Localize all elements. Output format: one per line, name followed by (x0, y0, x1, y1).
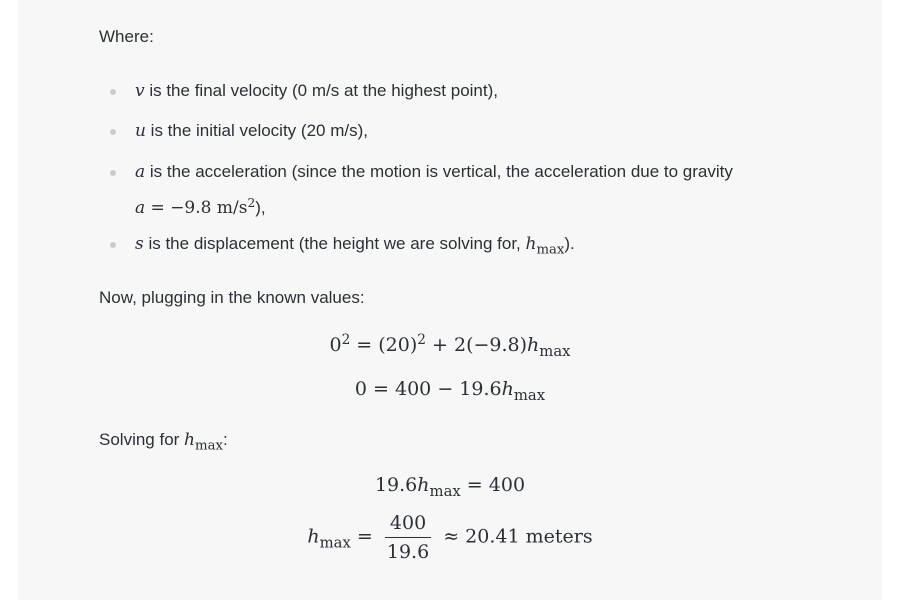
intro-text: Where: (99, 27, 154, 46)
formula-value: = −9.8 m/s (145, 198, 248, 219)
eq2-h-sub: max (513, 387, 546, 405)
gravity-formula (135, 192, 266, 219)
equation-4 (0, 512, 900, 563)
eq2-h: h (501, 378, 514, 400)
equation-2 (0, 378, 900, 404)
bullet-dot-icon (110, 242, 116, 248)
bullet-tail: ). (564, 234, 575, 253)
eq4-h-sub: max (319, 534, 351, 552)
symbol-v: v (135, 81, 145, 101)
bullet-text: is the final velocity (0 m/s at the highest point), (144, 81, 498, 100)
solve-h: h (184, 430, 195, 450)
formula-a: a (135, 198, 146, 219)
eq1-exp-a: 2 (341, 332, 351, 348)
eq3-rhs: = 400 (460, 474, 526, 496)
eq4-equals: = (350, 525, 379, 548)
eq4-result: ≈ 20.41 meters (437, 525, 593, 548)
eq1-exp-b: 2 (417, 332, 426, 348)
eq4-h: h (307, 525, 320, 548)
eq1-h-sub: max (539, 343, 571, 360)
eq2-main: 0 = 400 − 19.6 (354, 378, 502, 400)
symbol-s: s (135, 234, 144, 254)
eq3-h-sub: max (429, 483, 461, 501)
bullet-dot-icon (110, 89, 116, 95)
bullet-dot-icon (110, 170, 116, 176)
list-item (135, 120, 368, 142)
formula-tail: ), (255, 198, 266, 218)
eq3-coef: 19.6 (374, 474, 418, 496)
bullet-dot-icon (110, 129, 116, 135)
list-item (135, 80, 498, 102)
symbol-u: u (135, 121, 146, 141)
solve-h-sub: max (195, 438, 223, 454)
eq4-fraction (385, 512, 431, 563)
eq1-mid: = (20) (350, 333, 418, 356)
eq1-zero: 0 (329, 333, 342, 356)
h-subscript: max (536, 242, 565, 258)
solve-colon: : (222, 430, 228, 449)
eq3-h: h (417, 474, 430, 496)
formula-exponent: 2 (247, 196, 256, 210)
bullet-text: is the initial velocity (20 m/s), (145, 121, 368, 140)
solve-text (99, 429, 228, 458)
eq1-tail: + 2(−9.8) (425, 333, 528, 356)
solve-label: Solving for (99, 430, 185, 449)
eq4-denominator: 19.6 (386, 541, 430, 563)
plug-text: Now, plugging in the known values: (99, 288, 365, 307)
eq4-numerator: 400 (385, 512, 431, 538)
equation-3 (0, 474, 900, 500)
h-symbol: h (525, 234, 537, 254)
bullet-text: is the displacement (the height we are solving for, (143, 234, 526, 253)
symbol-a: a (135, 162, 146, 182)
eq1-h: h (527, 333, 540, 356)
list-item (135, 161, 733, 219)
bullet-text: is the acceleration (since the motion is vertical, the acceleration due to gravity (145, 162, 733, 181)
list-item (135, 233, 575, 262)
equation-1 (0, 332, 900, 360)
